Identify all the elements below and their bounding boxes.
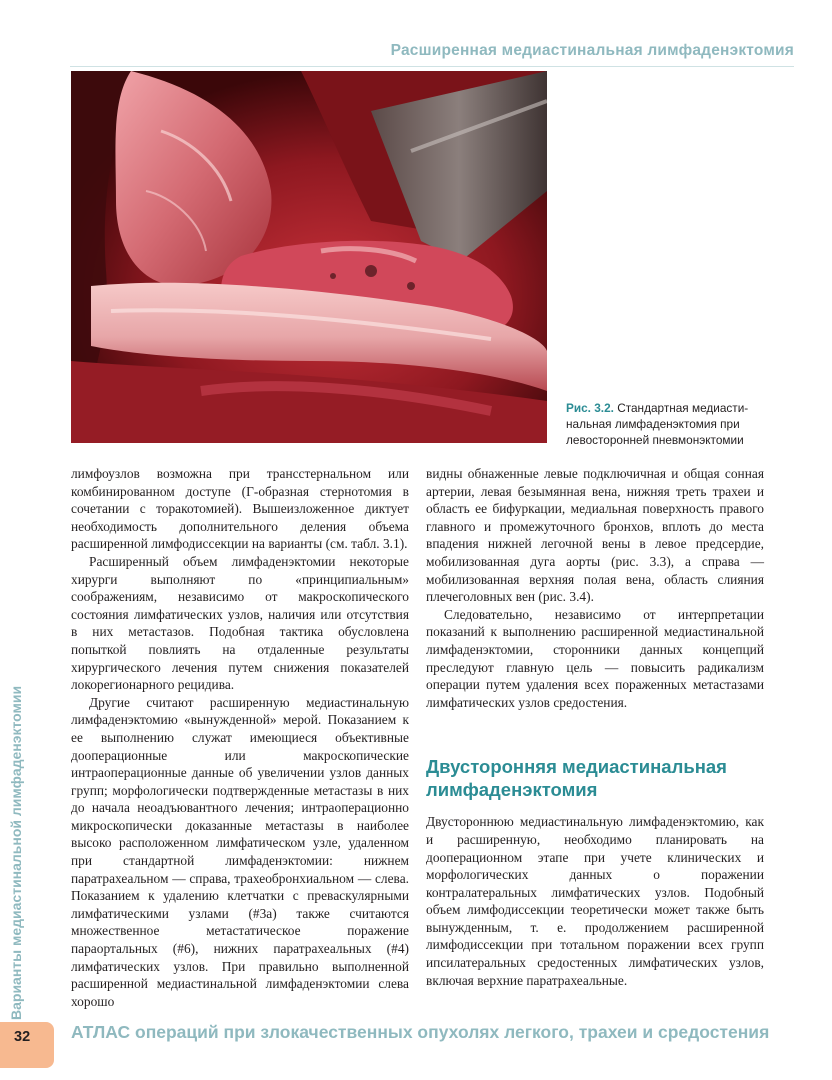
left-paragraph-3: Другие считают расширенную медиастинальную лимфаденэктомию «вынужденной» мерой. Показанием к ее выполнению служат имеющиеся объективные дооперационные или макроскопические интраоперационные данные об увеличении узлов данных групп; морфологически подтвержденные метастазы в них до начала неоадъювантного лечения; интраоперационно микроскопически доказанные метастазы в наиболее высоко расположенном лимфатическом узле, удаленном при стандартной лимфаденэктомии: нижнем паратрахеальном — справа, трахеобронхиальном — слева. Показанием к удалению клетчатки с превaскулярными лимфатическими узлами (#3a) также считаются множественное метастатическое поражение параортальных (#6), нижних паратрахеальных (#4) лимфатических узлов. При правильно выполненной расширенной медиастинальной лимфаденэктомии слева хорошо [71,694,409,1009]
right-paragraph-1: видны обнаженные левые подключичная и общая сонная артерии, левая безымянная вена, нижняя треть трахеи и область ее бифуркации, медиальная поверхность правого главного и промежуточного бронхов, вплоть до места впадения нижней легочной вены в левое предсердие, мобилизованная дуга аорты (рис. 3.3), а справа — мобилизованная верхняя полая вена, область слияния плечеголовных вен (рис. 3.4). [426,466,764,605]
figure-label: Рис. 3.2. [566,401,614,415]
caption-line-1: Стандартная медиасти- [617,401,749,415]
left-paragraph-2: Расширенный объем лимфаденэктомии некоторые хирурги выполняют по «принципиальным» соображениям, независимо от макроскопического состояния лимфатических узлов, наличия или отсутствия в них метастазов. Подобная тактика обусловлена попыткой повлиять на отдаленные результаты хирургического лечения путем снижения показателей локорегионарного рецидива. [71,553,409,693]
side-section-title: Варианты медиастинальной лимфаденэктомии [8,685,24,1020]
footer-book-title: АТЛАС операций при злокачественных опухолях легкого, трахеи и средостения [71,1022,770,1042]
caption-line-2: нальная лимфаденэктомия при [566,417,740,431]
header-divider [70,66,794,67]
left-paragraph-1: лимфоузлов возможна при трансстернальном или комбинированном доступе (Г-образная стернотомия в сочетании с торакотомией). Вышеизложенное диктует необходимость дополнительного деления объема расширенной лимфодиссекции на варианты (см. табл. 3.1). [71,466,409,552]
page-number: 32 [14,1029,31,1045]
surgical-photo-icon [71,71,547,443]
right-column [426,465,764,989]
caption-line-3: левосторонней пневмонэктомии [566,433,744,447]
figure-caption [566,400,796,448]
section-heading: Двусторонняя медиастинальная лимфаденэктомия [426,756,727,801]
running-header: Расширенная медиастинальная лимфаденэктомия [390,42,794,59]
surgical-photo [71,71,547,443]
right-paragraph-3: Двустороннюю медиастинальную лимфаденэктомию, как и расширенную, необходимо планировать на дооперационном этапе при учете клинических и морфологических данных о поражении контралатеральных лимфатических узлов. Подобный объем лимфодиссекции теоретически может также быть вынужденным, т. е. продолжением расширенной лимфодиссекции при тотальном поражении всех групп ипсилатеральных средостенных лимфатических узлов, включая верхние паратрахеальные. [426,814,764,988]
right-paragraph-2: Следовательно, независимо от интерпретации показаний к выполнению расширенной медиастинальной лимфаденэктомии, сторонники данных концепций преследуют главную цель — повысить радикализм операции путем удаления всех пораженных метастазами лимфатических узлов средостения. [426,606,764,710]
left-column [71,465,409,1010]
